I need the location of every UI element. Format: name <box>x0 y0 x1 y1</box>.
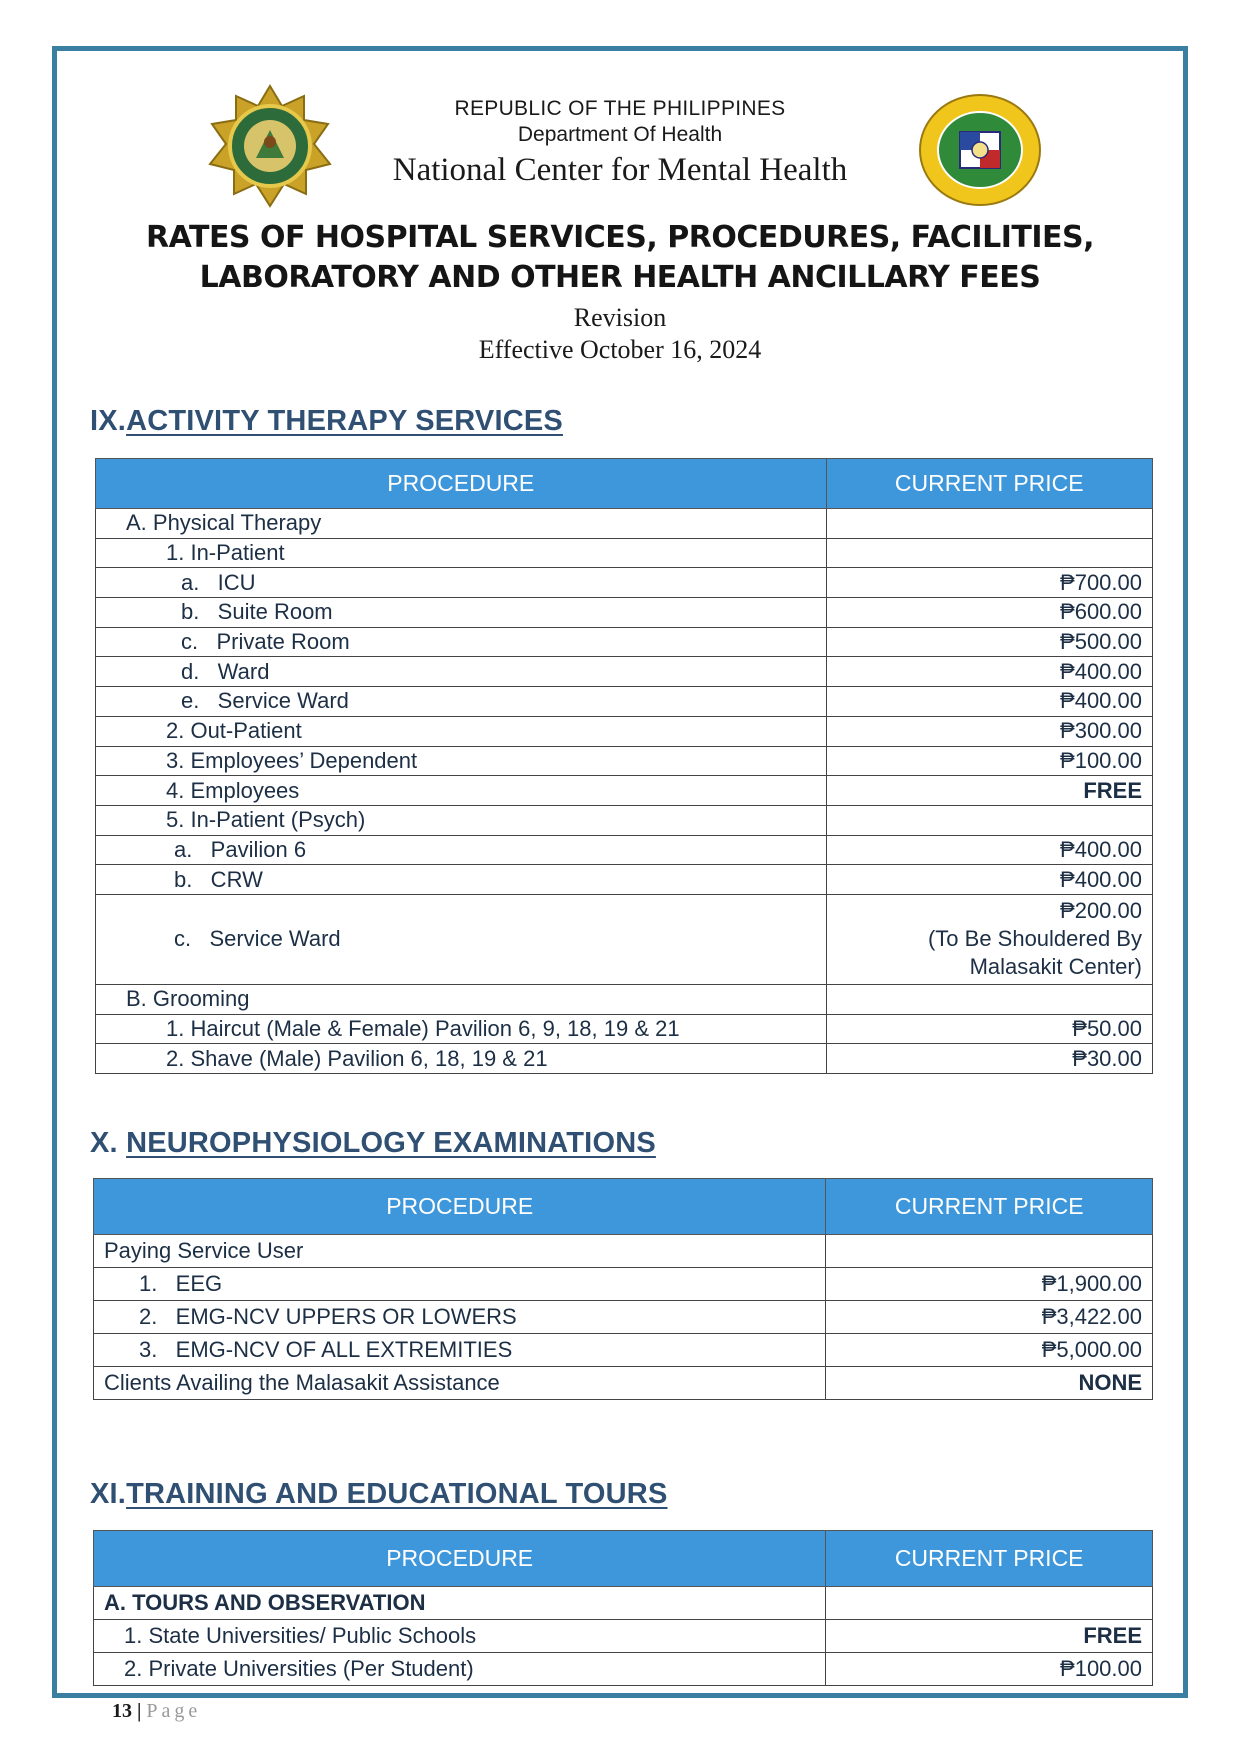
section-10-heading <box>90 1127 656 1160</box>
section-11-number: XI. <box>90 1478 127 1510</box>
price-cell <box>826 894 1152 984</box>
procedure-cell: 2. Private Universities (Per Student) <box>94 1653 826 1686</box>
table-row <box>96 835 1153 865</box>
section-10-title: NEUROPHYSIOLOGY EXAMINATIONS <box>126 1127 656 1159</box>
table-row <box>94 1587 1153 1620</box>
section-11-heading <box>90 1478 668 1511</box>
table-row <box>96 1044 1153 1074</box>
price-cell: ₱600.00 <box>826 598 1152 628</box>
training-tours-table <box>93 1530 1153 1686</box>
table-row <box>94 1301 1153 1334</box>
table-row <box>96 598 1153 628</box>
table-row <box>96 1014 1153 1044</box>
price-cell: ₱400.00 <box>826 687 1152 717</box>
title-line-1: RATES OF HOSPITAL SERVICES, PROCEDURES, FACILITIES, <box>145 220 1094 255</box>
price-cell: ₱400.00 <box>826 835 1152 865</box>
table-row <box>94 1268 1153 1301</box>
procedure-cell: 2. Shave (Male) Pavilion 6, 18, 19 & 21 <box>96 1044 827 1074</box>
price-cell <box>826 805 1152 835</box>
header-republic: REPUBLIC OF THE PHILIPPINES <box>454 97 786 120</box>
price-cell <box>826 538 1152 568</box>
document-title <box>0 218 1240 298</box>
table-row <box>96 568 1153 598</box>
table-row <box>96 627 1153 657</box>
section-9-title: ACTIVITY THERAPY SERVICES <box>126 405 563 437</box>
procedure-cell: c. Service Ward <box>96 894 827 984</box>
effective-date: Effective October 16, 2024 <box>478 335 762 364</box>
revision-label: Revision <box>573 303 667 332</box>
table-row <box>96 538 1153 568</box>
activity-therapy-table <box>95 458 1153 1074</box>
procedure-cell: 3. EMG-NCV OF ALL EXTREMITIES <box>94 1334 826 1367</box>
procedure-column-header: PROCEDURE <box>94 1179 826 1235</box>
procedure-cell: 1. State Universities/ Public Schools <box>94 1620 826 1653</box>
table-row <box>96 509 1153 539</box>
procedure-cell: c. Private Room <box>96 627 827 657</box>
procedure-cell: 1. Haircut (Male & Female) Pavilion 6, 9, 18, 19 & 21 <box>96 1014 827 1044</box>
table-row <box>94 1235 1153 1268</box>
price-cell: ₱5,000.00 <box>826 1334 1153 1367</box>
price-cell: ₱30.00 <box>826 1044 1152 1074</box>
procedure-cell: A. Physical Therapy <box>96 509 827 539</box>
table-row <box>96 657 1153 687</box>
page-number: 13 <box>112 1700 132 1722</box>
procedure-cell: 1. EEG <box>94 1268 826 1301</box>
table-row <box>94 1620 1153 1653</box>
price-cell <box>826 1235 1153 1268</box>
header-institution: National Center for Mental Health <box>392 152 848 188</box>
procedure-cell: 2. Out-Patient <box>96 716 827 746</box>
table-row <box>96 746 1153 776</box>
table-row <box>96 805 1153 835</box>
section-9-number: IX. <box>90 405 127 437</box>
procedure-cell: a. ICU <box>96 568 827 598</box>
price-cell: ₱500.00 <box>826 627 1152 657</box>
procedure-cell: a. Pavilion 6 <box>96 835 827 865</box>
price-cell: ₱1,900.00 <box>826 1268 1153 1301</box>
procedure-cell: Paying Service User <box>94 1235 826 1268</box>
procedure-cell: A. TOURS AND OBSERVATION <box>94 1587 826 1620</box>
price-column-header: CURRENT PRICE <box>826 1531 1153 1587</box>
procedure-column-header: PROCEDURE <box>96 459 827 509</box>
table-row <box>96 984 1153 1014</box>
price-cell <box>826 1587 1153 1620</box>
procedure-cell: 1. In-Patient <box>96 538 827 568</box>
price-column-header: CURRENT PRICE <box>826 459 1152 509</box>
table-row <box>96 776 1153 806</box>
price-cell <box>826 509 1152 539</box>
procedure-cell: 3. Employees’ Dependent <box>96 746 827 776</box>
price-cell: ₱50.00 <box>826 1014 1152 1044</box>
table-row <box>94 1334 1153 1367</box>
price-cell: FREE <box>826 776 1152 806</box>
document-header <box>0 96 1240 190</box>
procedure-cell: B. Grooming <box>96 984 827 1014</box>
price-value: ₱200.00 <box>1060 898 1142 924</box>
procedure-cell: b. CRW <box>96 865 827 895</box>
section-9-heading <box>90 405 563 438</box>
procedure-cell: d. Ward <box>96 657 827 687</box>
header-department: Department Of Health <box>517 123 723 146</box>
page-separator: | <box>137 1700 142 1722</box>
price-cell: ₱100.00 <box>826 1653 1153 1686</box>
procedure-cell: Clients Availing the Malasakit Assistance <box>94 1367 826 1400</box>
procedure-column-header: PROCEDURE <box>94 1531 826 1587</box>
table-row <box>96 865 1153 895</box>
section-11-title: TRAINING AND EDUCATIONAL TOURS <box>126 1478 668 1510</box>
page-footer <box>112 1700 201 1723</box>
table-row <box>94 1367 1153 1400</box>
table-row <box>96 894 1153 984</box>
price-cell: ₱400.00 <box>826 865 1152 895</box>
price-cell: ₱300.00 <box>826 716 1152 746</box>
price-cell: ₱700.00 <box>826 568 1152 598</box>
price-cell <box>826 984 1152 1014</box>
table-row <box>96 716 1153 746</box>
price-cell: ₱100.00 <box>826 746 1152 776</box>
price-cell: FREE <box>826 1620 1153 1653</box>
price-note: Malasakit Center) <box>969 954 1142 980</box>
neurophysiology-table <box>93 1178 1153 1400</box>
table-row <box>94 1653 1153 1686</box>
table-row <box>96 687 1153 717</box>
page-word: Page <box>146 1700 202 1722</box>
procedure-cell: 5. In-Patient (Psych) <box>96 805 827 835</box>
procedure-cell: 4. Employees <box>96 776 827 806</box>
price-cell: NONE <box>826 1367 1153 1400</box>
price-cell: ₱400.00 <box>826 657 1152 687</box>
price-cell: ₱3,422.00 <box>826 1301 1153 1334</box>
procedure-cell: b. Suite Room <box>96 598 827 628</box>
section-10-number: X. <box>90 1127 118 1159</box>
procedure-cell: e. Service Ward <box>96 687 827 717</box>
title-line-2: LABORATORY AND OTHER HEALTH ANCILLARY FEES <box>199 260 1041 295</box>
price-column-header: CURRENT PRICE <box>826 1179 1153 1235</box>
procedure-cell: 2. EMG-NCV UPPERS OR LOWERS <box>94 1301 826 1334</box>
price-note: (To Be Shouldered By <box>927 926 1142 952</box>
